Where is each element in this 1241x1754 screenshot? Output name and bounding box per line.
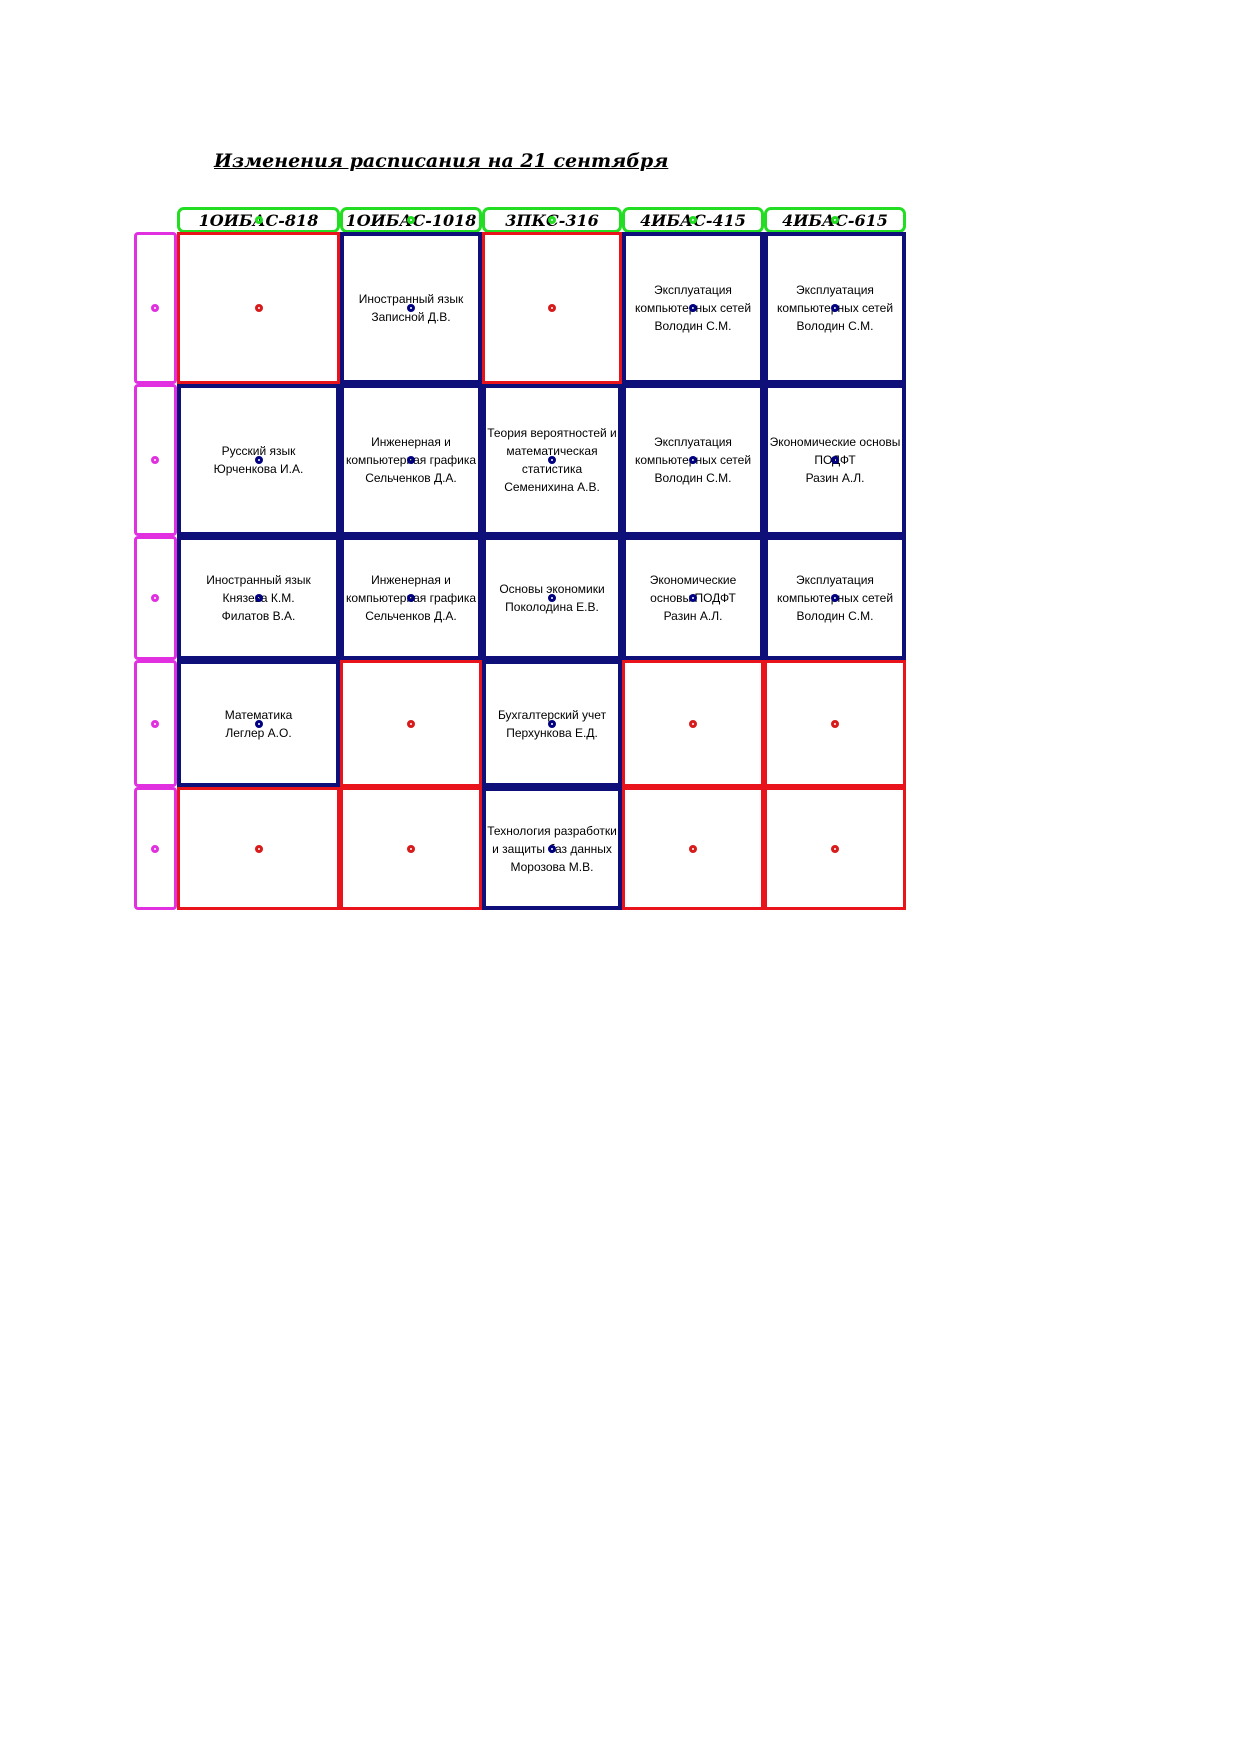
- cell-marker-icon: [407, 845, 415, 853]
- cell-marker-icon: [689, 304, 697, 312]
- cell-marker-icon: [831, 456, 839, 464]
- cell-marker-icon: [548, 456, 556, 464]
- schedule-cell: Эксплуатация компьютерных сетей Володин С.М.: [622, 384, 764, 536]
- schedule-cell: Технология разработки и защиты баз данных Морозова М.В.: [482, 787, 622, 910]
- row-marker-icon: [151, 456, 159, 464]
- cell-marker-icon: [689, 594, 697, 602]
- group-header: 1ОИБАС-818: [177, 207, 340, 233]
- cell-marker-icon: [407, 720, 415, 728]
- cell-marker-icon: [689, 845, 697, 853]
- row-marker-icon: [151, 845, 159, 853]
- cell-marker-icon: [548, 304, 556, 312]
- row-marker-icon: [151, 594, 159, 602]
- cell-marker-icon: [255, 845, 263, 853]
- header-marker-icon: [689, 216, 697, 224]
- schedule-cell: Основы экономики Поколодина Е.В.: [482, 536, 622, 660]
- schedule-cell: Эксплуатация компьютерных сетей Володин С.М.: [764, 232, 906, 384]
- cell-marker-icon: [831, 304, 839, 312]
- schedule-cell: Инженерная и компьютерная графика Сельченков Д.А.: [340, 536, 482, 660]
- schedule-cell: Эксплуатация компьютерных сетей Володин С.М.: [764, 536, 906, 660]
- cell-marker-icon: [689, 456, 697, 464]
- schedule-cell: Иностранный язык Записной Д.В.: [340, 232, 482, 384]
- schedule-cell: Русский язык Юрченкова И.А.: [177, 384, 340, 536]
- header-marker-icon: [255, 216, 263, 224]
- group-header: 4ИБАС-615: [764, 207, 906, 233]
- schedule-cell: Эксплуатация компьютерных сетей Володин С.М.: [622, 232, 764, 384]
- header-marker-icon: [548, 216, 556, 224]
- group-header: 4ИБАС-415: [622, 207, 764, 233]
- group-header: 1ОИБАС-1018: [340, 207, 482, 233]
- cell-marker-icon: [548, 594, 556, 602]
- cell-marker-icon: [407, 456, 415, 464]
- cell-marker-icon: [548, 845, 556, 853]
- cell-marker-icon: [831, 845, 839, 853]
- page-title: Изменения расписания на 21 сентября: [214, 150, 669, 172]
- cell-marker-icon: [407, 594, 415, 602]
- row-marker-icon: [151, 304, 159, 312]
- header-marker-icon: [831, 216, 839, 224]
- cell-marker-icon: [255, 304, 263, 312]
- schedule-cell: Инженерная и компьютерная графика Сельченков Д.А.: [340, 384, 482, 536]
- schedule-cell: Бухгалтерский учет Перхункова Е.Д.: [482, 660, 622, 787]
- cell-marker-icon: [255, 456, 263, 464]
- schedule-cell: Экономические основы ПОДФТ Разин А.Л.: [622, 536, 764, 660]
- schedule-cell: Математика Леглер А.О.: [177, 660, 340, 787]
- cell-marker-icon: [255, 720, 263, 728]
- schedule-cell: Экономические основы ПОДФТ Разин А.Л.: [764, 384, 906, 536]
- cell-marker-icon: [255, 594, 263, 602]
- cell-marker-icon: [689, 720, 697, 728]
- cell-marker-icon: [831, 594, 839, 602]
- row-marker-icon: [151, 720, 159, 728]
- cell-marker-icon: [831, 720, 839, 728]
- header-marker-icon: [407, 216, 415, 224]
- schedule-cell: Теория вероятностей и математическая статистика Семенихина А.В.: [482, 384, 622, 536]
- schedule-cell: Иностранный язык Князева К.М. Филатов В.А.: [177, 536, 340, 660]
- cell-marker-icon: [407, 304, 415, 312]
- cell-marker-icon: [548, 720, 556, 728]
- group-header: 3ПКС-316: [482, 207, 622, 233]
